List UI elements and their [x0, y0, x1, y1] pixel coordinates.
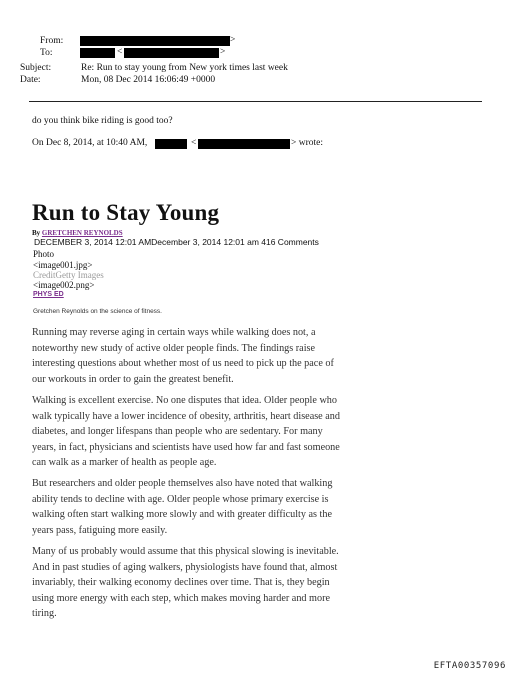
photo-label: Photo — [33, 249, 55, 259]
reply-text: do you think bike riding is good too? — [32, 116, 173, 126]
section-link-phys-ed[interactable]: PHYS ED — [33, 291, 64, 298]
byline-prefix: By — [32, 229, 41, 237]
redacted-from — [80, 36, 230, 46]
image-placeholder-2: <image002.png> — [33, 280, 95, 290]
quote-intro-suffix: > wrote: — [291, 138, 324, 148]
subject-value: Re: Run to stay young from New york times last week — [81, 63, 288, 73]
photo-credit: CreditGetty Images — [33, 270, 104, 280]
date-value: Mon, 08 Dec 2014 16:06:49 +0000 — [81, 75, 216, 85]
author-link[interactable]: GRETCHEN REYNOLDS — [41, 229, 123, 237]
to-suffix: > — [220, 47, 226, 57]
article-paragraph-1: Running may reverse aging in certain ways while walking does not, a noteworthy new study of active older people finds. The findings raise interesting questions about whether most of us need to pick up the pace of our workouts in order to gain the greatest benefit. — [32, 327, 334, 385]
byline — [32, 229, 123, 237]
header-divider — [29, 101, 482, 102]
quote-intro-mid: < — [191, 138, 197, 148]
redacted-to-address — [124, 48, 219, 58]
dateline: DECEMBER 3, 2014 12:01 AMDecember 3, 2014 12:01 am 416 Comments — [34, 237, 319, 247]
redacted-sender-address — [198, 139, 290, 149]
article-paragraph-3: But researchers and older people themselves also have noted that walking ability tends to decline with age. Older people whose primary exercise is walking often start walking more slowly and with greater difficulty as the years pass, fatiguing more easily. — [32, 478, 333, 536]
document-id: EFTA00357096 — [433, 661, 506, 671]
to-mid: < — [117, 47, 123, 57]
article-paragraph-2: Walking is excellent exercise. No one disputes that idea. Older people who walk typically have a lower incidence of obesity, arthritis, heart disease and diabetes, and longer lifespans than people who are sedentary. For many years, in fact, physicians and scientists have used how far and fast someone can walk as a marker of health as people age. — [32, 395, 340, 469]
from-label: From: — [40, 36, 64, 46]
subject-label: Subject: — [20, 63, 52, 73]
article-paragraph-4: Many of us probably would assume that this physical slowing is inevitable. And in past studies of aging walkers, physiologists have found that, almost invariably, their walking economy declines over time. That is, they begin using more energy with each step, which makes moving harder and more tiring. — [32, 546, 339, 620]
photo-caption: Gretchen Reynolds on the science of fitness. — [33, 308, 162, 315]
date-label: Date: — [20, 75, 41, 85]
redacted-sender-name — [155, 139, 187, 149]
image-placeholder-1: <image001.jpg> — [33, 260, 93, 270]
from-suffix: > — [230, 35, 236, 45]
quote-intro-prefix: On Dec 8, 2014, at 10:40 AM, — [32, 138, 148, 148]
to-label: To: — [40, 48, 53, 58]
redacted-to-name — [80, 48, 115, 58]
article-title: Run to Stay Young — [32, 200, 220, 225]
